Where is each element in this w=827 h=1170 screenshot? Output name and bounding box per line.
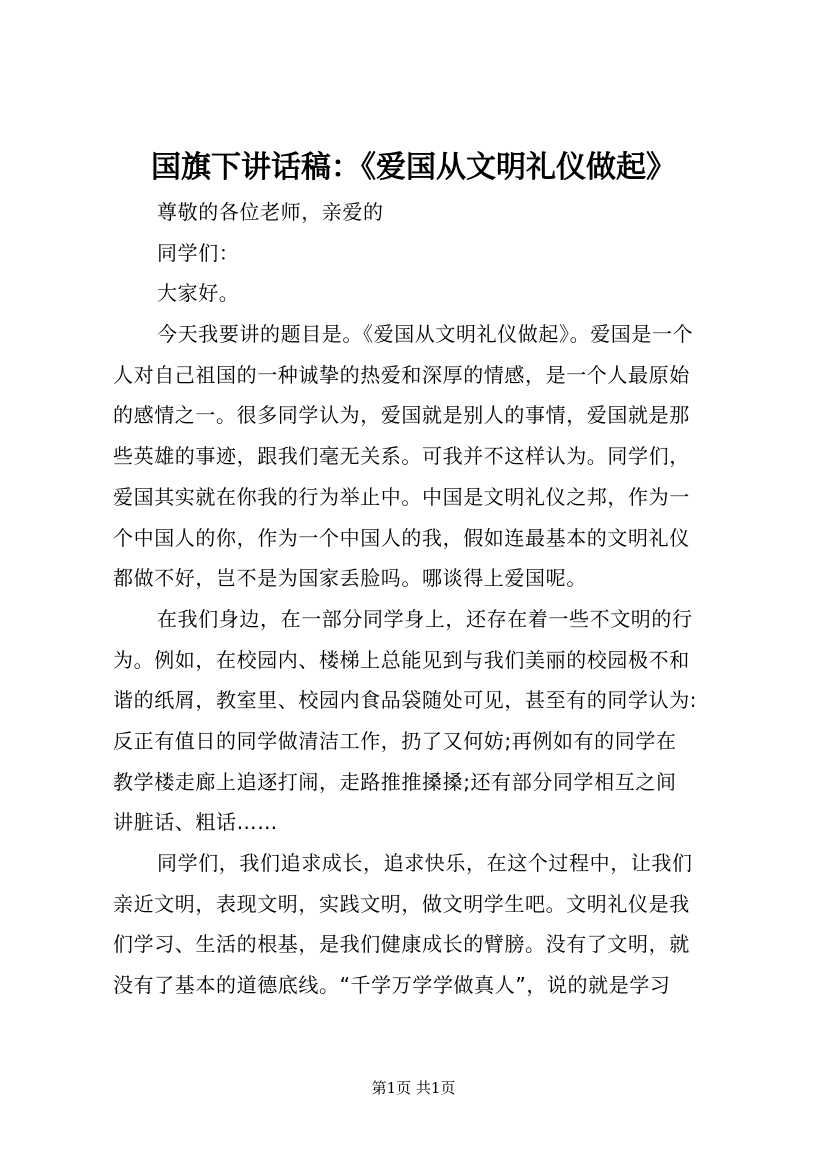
paragraph-line: 些英雄的事迹，跟我们毫无关系。可我并不这样认为。同学们， (113, 444, 690, 469)
paragraph (113, 843, 719, 1006)
paragraph-line: 没有了基本的道德底线。“千学万学学做真人”，说的就是学习 (113, 973, 671, 998)
paragraph-line: 都做不好，岂不是为国家丢脸吗。哪谈得上爱国呢。 (113, 566, 587, 591)
salutation-line: 同学们： (157, 240, 240, 265)
paragraph-line: 谐的纸屑，教室里、校园内食品袋随处可见，甚至有的同学认为: (113, 688, 698, 713)
paragraph-line: 反正有值日的同学做清洁工作，扔了又何妨;再例如有的同学在 (113, 728, 677, 753)
paragraph-line: 讲脏话、粗话…… (113, 810, 278, 835)
paragraph-line: 教学楼走廊上追逐打闹，走路推推搡搡;还有部分同学相互之间 (113, 769, 677, 794)
paragraph-line: 个中国人的你，作为一个中国人的我，假如连最基本的文明礼仪 (113, 525, 690, 550)
paragraph-line: 人对自己祖国的一种诚挚的热爱和深厚的情感，是一个人最原始 (113, 362, 690, 387)
page-number-footer: 第1页 共1页 (371, 1079, 456, 1097)
paragraph-line: 在我们身边，在一部分同学身上，还存在着一些不文明的行 (157, 606, 693, 631)
salutation-line: 大家好。 (157, 281, 240, 306)
salutation-line: 尊敬的各位老师，亲爱的 (157, 200, 384, 224)
paragraph-line: 亲近文明，表现文明，实践文明，做文明学生吧。文明礼仪是我 (113, 891, 690, 916)
paragraph (113, 314, 719, 599)
document-title: 国旗下讲话稿：《爱国从文明礼仪做起》 (151, 150, 676, 185)
paragraph-line: 爱国其实就在你我的行为举止中。中国是文明礼仪之邦，作为一 (113, 484, 690, 509)
paragraph-line: 的感情之一。很多同学认为，爱国就是别人的事情，爱国就是那 (113, 403, 690, 428)
paragraph-line: 今天我要讲的题目是。《爱国从文明礼仪做起》。爱国是一个 (157, 322, 694, 347)
paragraph-line: 同学们，我们追求成长，追求快乐，在这个过程中，让我们 (157, 851, 693, 875)
paragraph-line: 们学习、生活的根基，是我们健康成长的臂膀。没有了文明，就 (113, 932, 690, 957)
paragraph-line: 为。例如，在校园内、楼梯上总能见到与我们美丽的校园极不和 (113, 647, 690, 672)
paragraph (113, 599, 719, 843)
document-body (113, 192, 719, 1006)
